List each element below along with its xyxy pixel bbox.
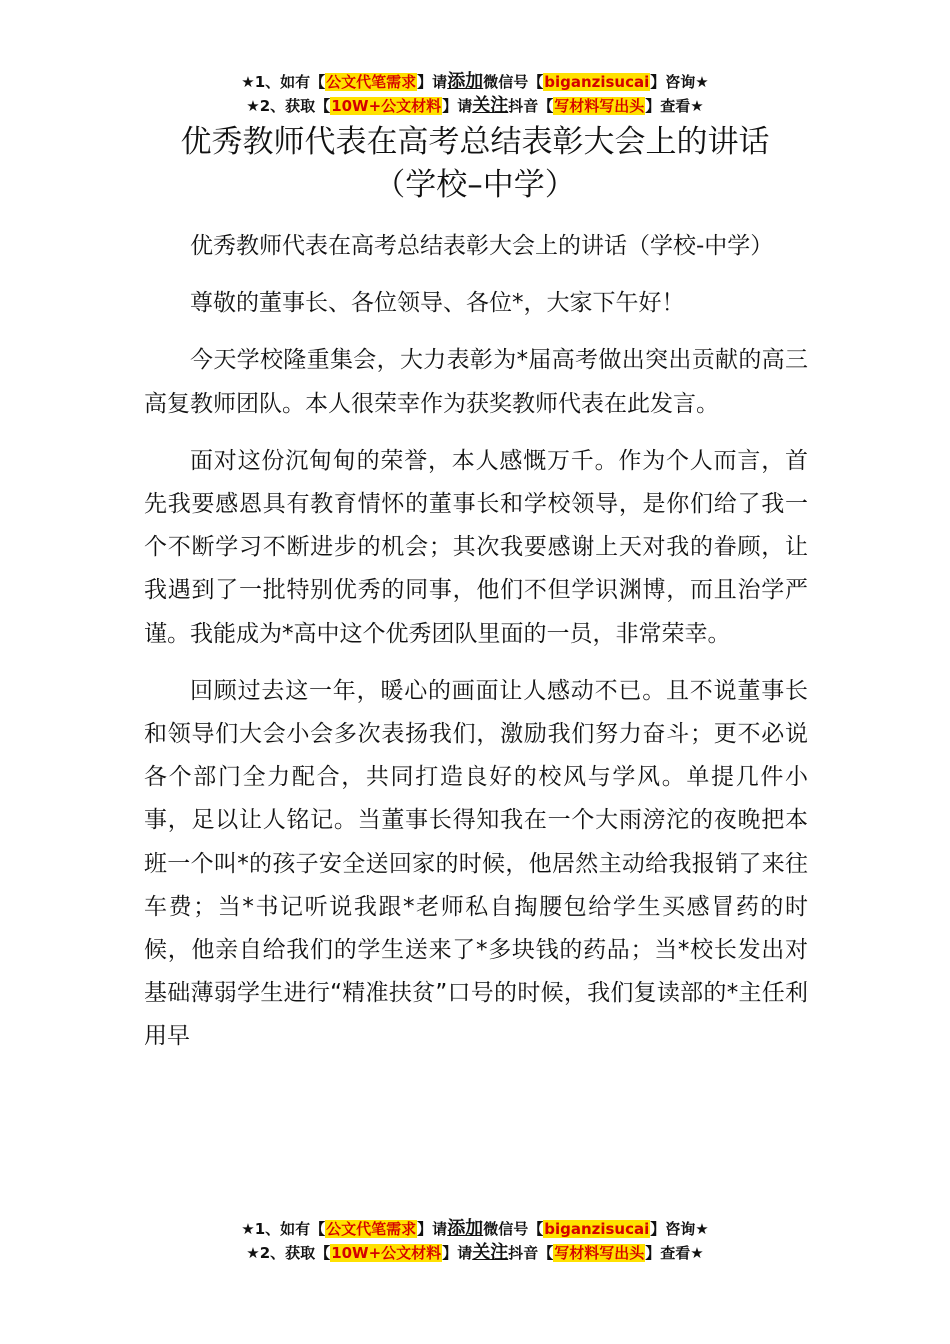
promo-text: 微信号【 <box>483 73 544 91</box>
promo-text: ★2、获取【 <box>246 97 331 115</box>
promo-text: ★1、如有【 <box>241 1220 326 1238</box>
promo-line-1 <box>0 70 950 94</box>
promo-text: 】查看★ <box>645 1244 704 1262</box>
body-paragraph: 今天学校隆重集会，大力表彰为*届高考做出突出贡献的高三高复教师团队。本人很荣幸作为获奖教师代表在此发言。 <box>144 347 808 417</box>
promo-underline: 关注 <box>472 1242 509 1263</box>
document-title <box>0 121 950 207</box>
promo-banner-bottom <box>0 1217 950 1265</box>
title-line-1: 优秀教师代表在高考总结表彰大会上的讲话 <box>180 124 770 160</box>
promo-text: 】咨询★ <box>650 1220 709 1238</box>
promo-line-2 <box>0 1241 950 1265</box>
promo-highlight: 公文代笔需求 <box>326 1220 417 1238</box>
promo-line-1 <box>0 1217 950 1241</box>
promo-text: 】咨询★ <box>650 73 709 91</box>
promo-highlight-wechat-id: biganzisucai <box>544 73 650 91</box>
promo-text: ★2、获取【 <box>246 1244 331 1262</box>
promo-highlight: 公文代笔需求 <box>326 73 417 91</box>
promo-highlight: 10W+公文材料 <box>331 97 442 115</box>
promo-underline: 添加 <box>447 71 484 92</box>
promo-underline: 添加 <box>447 1218 484 1239</box>
promo-highlight-douyin-id: 写材料写出头 <box>554 97 645 115</box>
promo-text: 】查看★ <box>645 97 704 115</box>
promo-text: 】请 <box>417 73 448 91</box>
promo-line-2 <box>0 94 950 118</box>
promo-highlight-wechat-id: biganzisucai <box>544 1220 650 1238</box>
promo-text: 】请 <box>442 97 473 115</box>
body-paragraph: 回顾过去这一年，暖心的画面让人感动不已。且不说董事长和领导们大会小会多次表扬我们，激励我们努力奋斗；更不必说各个部门全力配合，共同打造良好的校风与学风。单提几件小事，足以让人铭记。当董事长得知我在一个大雨滂沱的夜晚把本班一个叫*的孩子安全送回家的时候，他居然主动给我报销了来往车费；当*书记听说我跟*老师私自掏腰包给学生买感冒药的时候，他亲自给我们的学生送来了*多块钱的药品；当*校长发出对基础薄弱学生进行“精准扶贫”口号的时候，我们复读部的*主任利用早 <box>144 677 808 1050</box>
promo-highlight: 10W+公文材料 <box>331 1244 442 1262</box>
promo-highlight-douyin-id: 写材料写出头 <box>554 1244 645 1262</box>
promo-banner-top <box>0 70 950 118</box>
promo-text: 微信号【 <box>483 1220 544 1238</box>
body-paragraph: 尊敬的董事长、各位领导、各位*，大家下午好！ <box>190 290 685 317</box>
body-paragraph: 面对这份沉甸甸的荣誉，本人感慨万千。作为个人而言，首先我要感恩具有教育情怀的董事长和学校领导，是你们给了我一个不断学习不断进步的机会；其次我要感谢上天对我的眷顾，让我遇到了一批特别优秀的同事，他们不但学识渊博，而且治学严谨。我能成为*高中这个优秀团队里面的一员，非常荣幸。 <box>144 447 808 647</box>
promo-text: 】请 <box>442 1244 473 1262</box>
promo-text: 抖音【 <box>508 97 554 115</box>
title-line-2: （学校–中学） <box>374 167 576 203</box>
promo-text: 】请 <box>417 1220 448 1238</box>
promo-underline: 关注 <box>472 95 509 116</box>
body-paragraph: 优秀教师代表在高考总结表彰大会上的讲话（学校-中学） <box>190 233 774 259</box>
document-body <box>144 225 808 1073</box>
promo-text: ★1、如有【 <box>241 73 326 91</box>
promo-text: 抖音【 <box>508 1244 554 1262</box>
